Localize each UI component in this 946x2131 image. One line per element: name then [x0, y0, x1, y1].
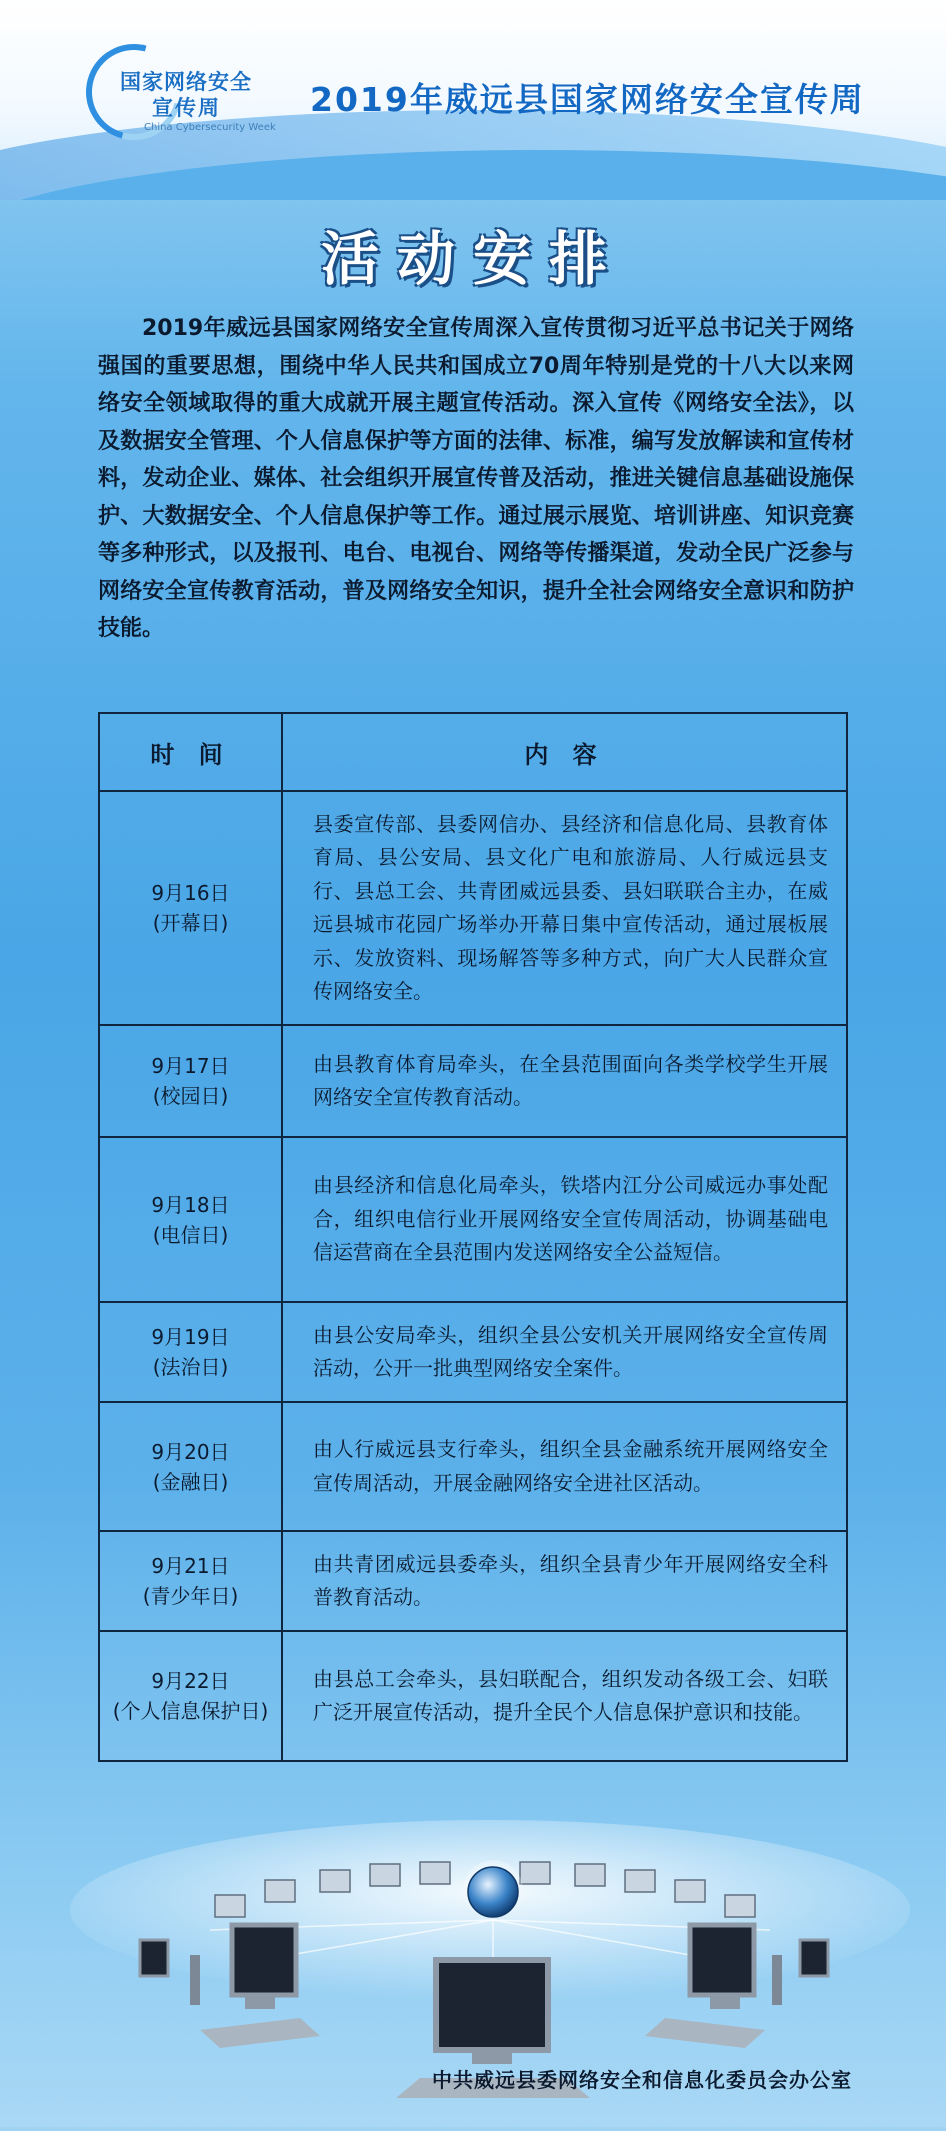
table-row: [99, 1631, 847, 1761]
row-content: 由县总工会牵头，县妇联配合，组织发动各级工会、妇联广泛开展宣传活动，提升全民个人信息保护意识和技能。: [282, 1631, 847, 1761]
row-day-name: (个人信息保护日): [112, 1699, 269, 1723]
row-date-cell: [99, 1137, 282, 1302]
row-content: 由县公安局牵头，组织全县公安机关开展网络安全宣传周活动，公开一批典型网络安全案件。: [282, 1302, 847, 1402]
row-date-cell: [99, 1402, 282, 1531]
row-date: 9月21日: [151, 1554, 230, 1578]
table-row: [99, 1531, 847, 1631]
row-day-name: (金融日): [152, 1469, 229, 1494]
intro-paragraph: 2019年威远县国家网络安全宣传周深入宣传贯彻习近平总书记关于网络强国的重要思想，围绕中华人民共和国成立70周年特别是党的十八大以来网络安全领域取得的重大成就开展主题宣传活动。深入宣传《网络安全法》，以及数据安全管理、个人信息保护等方面的法律、标准，编写发放解读和宣传材料，发动企业、媒体、社会组织开展宣传普及活动，推进关键信息基础设施保护、大数据安全、个人信息保护等工作。通过展示展览、培训讲座、知识竞赛等多种形式，以及报刊、电台、电视台、网络等传播渠道，发动全民广泛参与网络安全宣传教育活动，普及网络安全知识，提升全社会网络安全意识和防护技能。: [98, 316, 854, 641]
table-header-row: [99, 713, 847, 791]
row-date: 9月16日: [151, 881, 230, 905]
row-content: 由县经济和信息化局牵头，铁塔内江分公司威远办事处配合，组织电信行业开展网络安全宣传周活动，协调基础电信运营商在全县范围内发送网络安全公益短信。: [282, 1137, 847, 1302]
header-content: 内 容: [282, 713, 847, 791]
row-date-cell: [99, 791, 282, 1025]
section-title: 活动安排: [320, 225, 625, 293]
network-illustration: [0, 1780, 946, 2127]
row-date: 9月20日: [151, 1439, 230, 1464]
logo-text-line1: 国家网络安全: [120, 70, 252, 94]
row-day-name: (开幕日): [152, 911, 229, 935]
row-content: 由共青团威远县委牵头，组织全县青少年开展网络安全科普教育活动。: [282, 1531, 847, 1631]
table-row: [99, 1137, 847, 1302]
page-title: 2019年威远县国家网络安全宣传周: [310, 80, 865, 119]
footer-organization: 中共威远县委网络安全和信息化委员会办公室: [432, 2068, 852, 2092]
row-content: 由县教育体育局牵头，在全县范围面向各类学校学生开展网络安全宣传教育活动。: [282, 1025, 847, 1137]
cybersecurity-week-logo: [80, 36, 280, 146]
table-row: [99, 1302, 847, 1402]
row-date: 9月19日: [151, 1325, 230, 1349]
header-banner: [0, 0, 946, 200]
table-row: [99, 791, 847, 1025]
table-row: [99, 1402, 847, 1531]
row-date: 9月22日: [151, 1669, 230, 1693]
row-day-name: (青少年日): [142, 1584, 239, 1608]
table-row: [99, 1025, 847, 1137]
row-date-cell: [99, 1531, 282, 1631]
row-day-name: (法治日): [152, 1355, 229, 1379]
schedule-table: [98, 712, 848, 1762]
header-time: 时 间: [99, 713, 282, 791]
row-date-cell: [99, 1025, 282, 1137]
row-date-cell: [99, 1631, 282, 1761]
row-content: 县委宣传部、县委网信办、县经济和信息化局、县教育体育局、县公安局、县文化广电和旅游局、人行威远县支行、县总工会、共青团威远县委、县妇联联合主办，在威远县城市花园广场举办开幕日集中宣传活动，通过展板展示、发放资料、现场解答等多种方式，向广大人民群众宣传网络安全。: [282, 791, 847, 1025]
row-day-name: (电信日): [152, 1222, 229, 1247]
row-date: 9月18日: [151, 1192, 230, 1217]
row-date: 9月17日: [151, 1054, 230, 1078]
row-content: 由人行威远县支行牵头，组织全县金融系统开展网络安全宣传周活动，开展金融网络安全进社区活动。: [282, 1402, 847, 1531]
logo-text-english: China Cybersecurity Week: [144, 122, 276, 133]
row-date-cell: [99, 1302, 282, 1402]
logo-text-line2: 宣传周: [152, 96, 221, 120]
row-day-name: (校园日): [152, 1084, 229, 1108]
